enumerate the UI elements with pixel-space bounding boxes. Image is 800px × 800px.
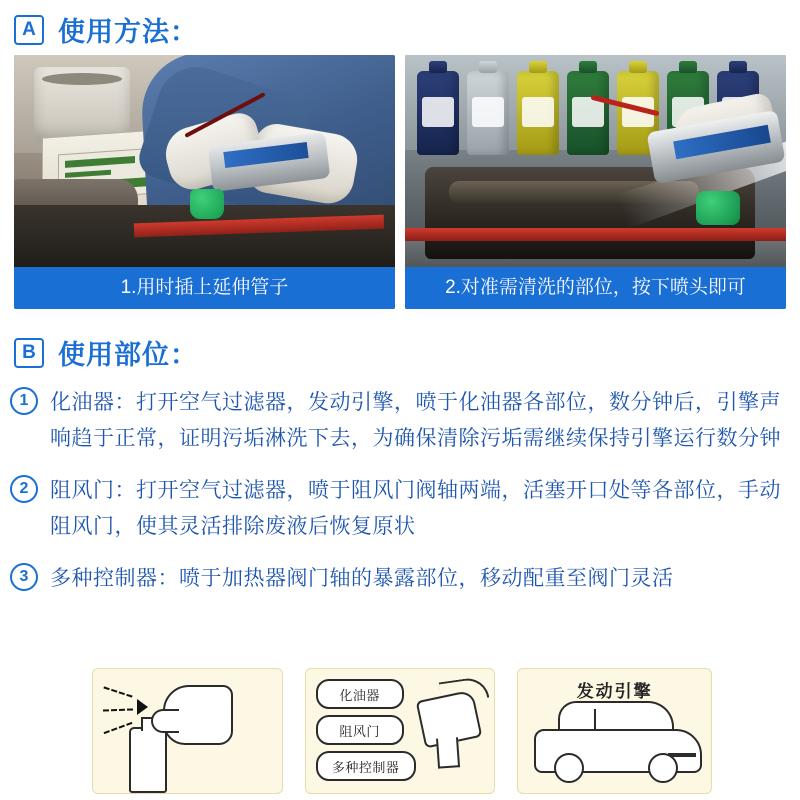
photo-card-2: [405, 55, 786, 309]
hand-pressing-can-illustration: [92, 668, 283, 794]
section-a-header: [14, 10, 198, 49]
list-item: [10, 561, 790, 597]
inserting-extension-tube-photo: [14, 55, 395, 267]
illustration-row: [92, 668, 712, 794]
section-a-title: 使用方法：: [58, 17, 198, 47]
section-b-title: 使用部位：: [58, 340, 198, 370]
photo-caption-1: 1.用时插上延伸管子: [14, 267, 395, 309]
illustration-tag-controllers: 多种控制器: [316, 751, 416, 781]
illustration-tag-carburetor: 化油器: [316, 679, 404, 709]
list-item-text: 阻风门：打开空气过滤器，喷于阻风门阀轴两端，活塞开口处等各部位，手动阻风门，使其灵活排除废液后恢复原状: [50, 479, 781, 538]
list-item-number: 2: [10, 475, 38, 503]
illustration-title-engine: 发动引擎: [576, 682, 653, 701]
photo-row: [14, 55, 786, 309]
spraying-engine-photo: [405, 55, 786, 267]
list-item: [10, 385, 790, 457]
section-b-badge: B: [14, 338, 44, 368]
list-item-text: 多种控制器：喷于加热器阀门轴的暴露部位，移动配重至阀门灵活: [50, 567, 674, 590]
spray-gun-labels-illustration: [305, 668, 496, 794]
car-engine-illustration: [517, 668, 712, 794]
usage-points-list: [10, 385, 790, 613]
list-item-number: 1: [10, 387, 38, 415]
list-item-number: 3: [10, 563, 38, 591]
section-a-badge: A: [14, 15, 44, 45]
section-b-header: [14, 333, 198, 372]
list-item-text: 化油器：打开空气过滤器，发动引擎，喷于化油器各部位，数分钟后，引擎声响趋于正常，证明污垢淋洗下去，为确保清除污垢需继续保持引擎运行数分钟: [50, 391, 781, 450]
list-item: [10, 473, 790, 545]
illustration-tag-choke: 阻风门: [316, 715, 404, 745]
photo-card-1: [14, 55, 395, 309]
photo-caption-2: 2.对准需清洗的部位，按下喷头即可: [405, 267, 786, 309]
